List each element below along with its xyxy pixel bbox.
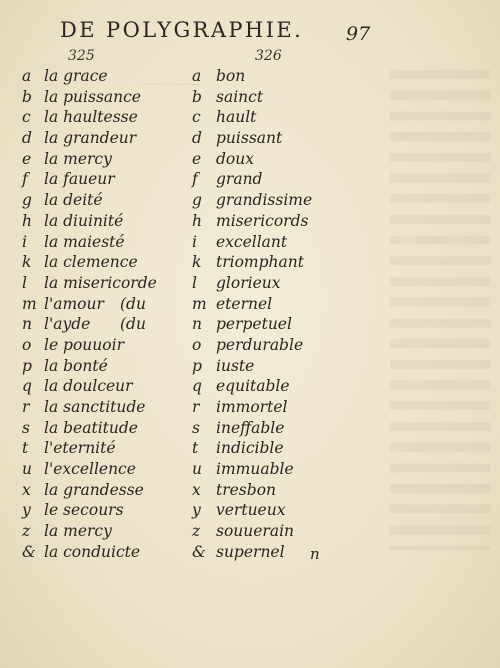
left-key-letter: r [22,398,30,416]
left-column-number: 325 [68,48,95,64]
table-row [0,542,500,563]
left-key-letter: e [22,149,32,168]
right-key-letter: d [192,129,202,148]
right-word: hault [216,108,257,127]
left-word: la conduicte [44,542,141,561]
right-key-letter: & [192,542,206,561]
table-row [0,66,500,87]
table-row [0,149,500,170]
right-key-letter: e [192,149,202,168]
right-word: supernel [216,542,285,561]
left-key-letter: s [22,418,30,437]
right-key-letter: q [192,377,202,396]
left-word: la mercy [44,522,112,541]
left-word: la grace [44,67,108,85]
left-key-letter: c [22,108,31,127]
right-word: misericords [216,211,309,230]
right-word: equitable [216,377,290,396]
right-key-letter: k [192,253,202,272]
left-word: la sanctitude [44,398,146,416]
table-row [0,107,500,128]
left-key-letter: l [22,273,27,292]
right-word: eternel [216,294,273,313]
left-key-letter: n [22,315,32,334]
right-column-number: 326 [255,48,282,64]
left-word: la deité [44,191,103,210]
left-word: la mercy [44,149,112,168]
table-row [0,252,500,273]
right-key-letter: b [192,87,202,106]
table-row [0,211,500,232]
table-row [0,273,500,294]
right-word: grand [216,170,263,189]
left-key-letter: k [22,253,32,272]
left-word: la puissance [44,87,141,106]
left-word: l'eternité [44,439,116,458]
right-word: immuable [216,460,294,479]
left-key-letter: y [22,501,31,520]
right-word: glorieux [216,273,281,292]
left-word: la misericorde [44,273,157,292]
table-row [0,314,500,335]
right-key-letter: p [192,356,202,375]
left-key-letter: p [22,356,32,375]
table-row [0,232,500,253]
right-word: puissant [216,129,283,148]
left-key-letter: m [22,294,37,313]
right-key-letter: c [192,108,201,127]
left-word-suffix: (du [120,294,146,313]
table-row [0,128,500,149]
right-key-letter: h [192,211,202,230]
left-word: la maiesté [44,232,125,251]
right-word: grandissime [216,191,313,210]
table-row [0,376,500,397]
right-word: doux [216,149,254,168]
table-row [0,521,500,542]
table-row [0,356,500,377]
left-key-letter: a [22,67,32,85]
table-row [0,190,500,211]
right-word: excellant [216,232,288,251]
table-row [0,480,500,501]
right-word: iuste [216,356,255,375]
right-word: tresbon [216,480,277,499]
right-word: immortel [216,398,288,416]
right-word: ineffable [216,418,285,437]
left-key-letter: g [22,191,32,210]
table-row [0,459,500,480]
right-key-letter: g [192,191,202,210]
right-key-letter: m [192,294,207,313]
left-word: l'ayde [44,315,91,334]
left-word: la faueur [44,170,115,189]
left-key-letter: t [22,439,29,458]
right-key-letter: i [192,232,197,251]
left-key-letter: d [22,129,32,148]
left-word: la clemence [44,253,138,272]
left-word: le pouuoir [44,335,124,354]
table-row [0,169,500,190]
table-row [0,418,500,439]
left-word: la diuinité [44,211,124,230]
right-key-letter: t [192,439,199,458]
left-word: le secours [44,501,124,520]
right-word: bon [216,67,246,85]
right-key-letter: s [192,418,200,437]
right-key-letter: f [192,170,198,189]
right-key-letter: o [192,335,202,354]
left-key-letter: f [22,170,28,189]
right-word: vertueux [216,501,286,520]
right-key-letter: r [192,398,200,416]
left-key-letter: x [22,480,31,499]
left-word: la bonté [44,356,108,375]
right-key-letter: u [192,460,202,479]
right-key-letter: y [192,501,201,520]
right-word: indicible [216,439,284,458]
right-key-letter: z [192,522,201,541]
table-row [0,294,500,315]
right-word: souuerain [216,522,295,541]
table-row [0,500,500,521]
left-key-letter: z [22,522,31,541]
left-word: l'excellence [44,460,136,479]
left-key-letter: h [22,211,32,230]
catchword: n [310,545,320,563]
table-row [0,438,500,459]
table-row [0,87,500,108]
table-row [0,397,500,418]
left-key-letter: o [22,335,32,354]
left-key-letter: b [22,87,32,106]
page-title: DE POLYGRAPHIE. [60,18,304,42]
left-word: la haultesse [44,108,138,127]
right-key-letter: n [192,315,202,334]
right-word: perpetuel [216,315,292,334]
right-key-letter: l [192,273,197,292]
left-word-suffix: (du [120,315,146,334]
left-word: la beatitude [44,418,138,437]
right-word: perdurable [216,335,304,354]
left-word: la grandeur [44,129,137,148]
right-key-letter: a [192,67,202,85]
left-word: la grandesse [44,480,144,499]
right-word: triomphant [216,253,304,272]
left-key-letter: q [22,377,32,396]
left-key-letter: i [22,232,27,251]
left-key-letter: & [22,542,36,561]
table-row [0,335,500,356]
left-word: l'amour [44,294,104,313]
left-key-letter: u [22,460,32,479]
right-key-letter: x [192,480,201,499]
right-word: sainct [216,87,264,106]
cipher-table [0,66,500,563]
page-number: 97 [346,23,371,45]
left-word: la doulceur [44,377,133,396]
